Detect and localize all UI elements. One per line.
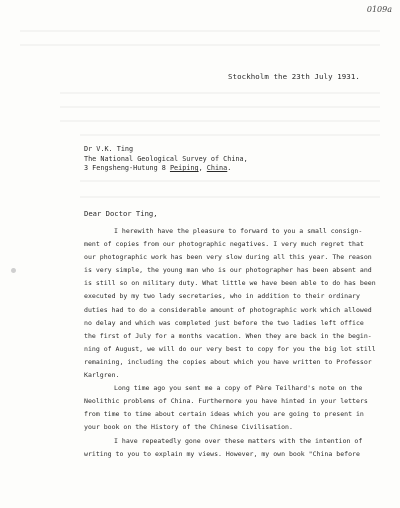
show-through-line — [20, 44, 380, 46]
show-through-line — [20, 30, 380, 32]
show-through-line — [80, 180, 380, 182]
body-line: Neolithic problems of China. Furthermore you have hinted in your letters — [84, 397, 368, 406]
recipient-sep: , — [198, 164, 207, 172]
letter-body — [84, 225, 382, 461]
recipient-address — [84, 145, 248, 174]
body-line: ning of August, we will do our very best to copy for you the big lot still — [84, 344, 376, 353]
place-date: Stockholm the 23th July 1931. — [228, 72, 360, 81]
body-line: your book on the History of the Chinese Civilisation. — [84, 423, 293, 432]
body-line: our photographic work has been very slow during all this year. The reason — [84, 253, 372, 262]
body-line: is still so on military duty. What little we have been able to do has been — [84, 279, 376, 288]
recipient-organization: The National Geological Survey of China, — [84, 154, 248, 163]
body-line: writing to you to explain my views. However, my own book "China before — [84, 449, 360, 458]
recipient-country: China — [206, 164, 228, 172]
recipient-city: Peiping — [169, 164, 199, 172]
body-line: duties had to do a considerable amount of photographic work which allowed — [84, 305, 372, 314]
salutation: Dear Doctor Ting, — [84, 209, 158, 218]
body-line: Long time ago you sent me a copy of Père Teilhard's note on the — [114, 384, 363, 393]
archive-number: 0109a — [366, 5, 392, 14]
recipient-street-text: 3 Fengsheng-Hutung 8 — [84, 164, 170, 172]
show-through-line — [60, 106, 380, 108]
body-line: I have repeatedly gone over these matters with the intention of — [114, 436, 363, 445]
show-through-line — [60, 120, 380, 122]
show-through-line — [80, 196, 380, 198]
body-line: from time to time about certain ideas which you are going to present in — [84, 410, 364, 419]
body-line: is very simple, the young man who is our photographer has been absent and — [84, 266, 372, 275]
body-line: I herewith have the pleasure to forward to you a small consign- — [114, 227, 363, 235]
recipient-name: Dr V.K. Ting — [84, 145, 134, 153]
body-line: no delay and which was completed just before the two ladies left office — [84, 318, 364, 327]
body-line: remaining, including the copies about which you have written to Professor — [84, 357, 372, 366]
show-through-line — [60, 92, 380, 94]
body-line: executed by my two lady secretaries, who in addition to their ordinary — [84, 292, 360, 301]
body-line: ment of copies from our photographic negatives. I very much regret that — [84, 240, 364, 249]
body-line: the first of July for a months vacation. When they are back in the begin- — [84, 331, 372, 340]
show-through-line — [80, 134, 380, 136]
body-line: Karlgren. — [84, 371, 120, 380]
recipient-end: . — [227, 164, 232, 172]
punch-hole-mark — [11, 268, 16, 273]
recipient-street — [84, 164, 248, 174]
